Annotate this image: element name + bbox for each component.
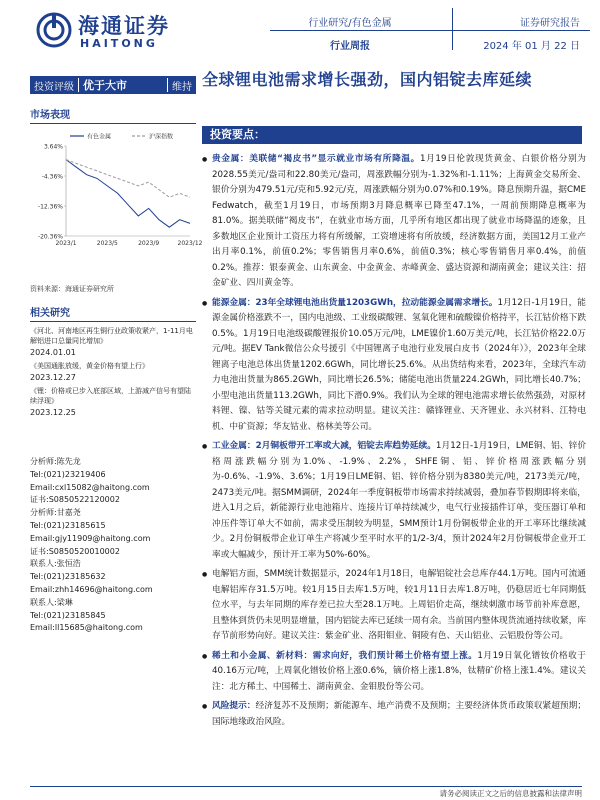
related-item-title[interactable]: 《美国通胀放缓，黄金价格有望上行》 [30, 362, 149, 370]
rating-action: 维持 [172, 81, 192, 93]
key-point-text: 1月12日-1月19日，能源金属价格涨跌不一，国内电池级、工业级碳酸锂、氢氧化锂和硫酸镍价格持平，长江钴价格下跌0.5%。1月19日电池级碳酸锂报价10.05万元/吨，LME镍价1.60万美元/吨，长江钴价格22.0万元/吨。据EV Tank微信公众号援引《中国锂离子电池行业发展白皮书（2024年）》，2023年全球锂离子电池总体出货量1202.6GWh，同比增长25.6%。从出货结构来看，2023年，全球汽车动力电池出货量为865.2GWh，同比增长26.5%；储能电池出货量224.2GWh，同比增长40.7%；小型电池出货量113.2GWh，同比下滑0.9%。我们认为全球的锂电池需求增长依然强劲，对原材料锂、镍、钴等关键元素的需求拉动明显。建议关注：赣锋锂业、天齐锂业、永兴材料、江特电机、中矿资源；华友钴业、格林美等公司。 [212, 297, 586, 432]
disclaimer-footer: 请务必阅读正文之后的信息披露和法律声明 [439, 789, 582, 798]
related-item-date: 2024.01.01 [30, 348, 76, 357]
related-research-list [30, 326, 196, 417]
analyst-name: 分析师:甘嘉尧 [30, 508, 81, 518]
analyst-name: 联系人:梁琳 [30, 597, 73, 607]
y-tick-label: 3.64% [43, 143, 63, 151]
report-title: 全球锂电池需求增长强劲，国内铝锭去库延续 [202, 70, 533, 89]
page-header [0, 0, 600, 62]
analyst-block [30, 597, 196, 635]
y-tick-label: -20.36% [37, 233, 63, 241]
related-research-heading: 相关研究 [30, 304, 196, 322]
analyst-email[interactable]: Email:gjy11909@haitong.com [30, 533, 151, 543]
related-item-date: 2023.12.27 [30, 373, 76, 382]
analyst-email[interactable]: Email:cxl15082@haitong.com [30, 482, 150, 492]
key-point-risk [202, 699, 586, 730]
analyst-tel: Tel:(021)23219406 [30, 469, 106, 479]
report-label: 证券研究报告 [520, 18, 580, 29]
key-points-body [202, 152, 586, 734]
key-point-lead: 能源金属：23年全球锂电池出货量1203GWh，拉动能源金属需求增长。 [212, 297, 498, 308]
analyst-tel: Tel:(021)23185845 [30, 610, 106, 620]
left-sidebar [30, 106, 203, 421]
logo-chinese-name: 海通证券 [78, 13, 170, 38]
key-point-energy-metals [202, 296, 586, 436]
analyst-contacts [30, 456, 196, 635]
series-line [66, 160, 190, 198]
analyst-block [30, 558, 196, 596]
chart-source: 资料来源：海通证券研究所 [30, 285, 114, 293]
report-date: 2024 年 01 月 22 日 [483, 41, 580, 52]
related-item[interactable] [30, 386, 196, 417]
market-performance-heading: 市场表现 [30, 106, 196, 124]
key-points-heading: 投资要点： [202, 126, 582, 144]
analyst-name: 分析师:陈先龙 [30, 457, 81, 466]
key-point-text: 经济复苏不及预期；新能源车、地产消费不及预期；主要经济体货币政策収紧超预期；国际地缘政治风险。 [212, 701, 587, 727]
header-vertical-divider [452, 8, 453, 50]
analyst-email[interactable]: Email:ll15685@haitong.com [30, 623, 143, 633]
y-tick-label: -4.36% [41, 173, 63, 181]
market-chart-svg [30, 128, 203, 278]
analyst-block [30, 507, 196, 558]
analyst-license: 证书:S0850522120002 [30, 495, 120, 505]
related-item[interactable] [30, 326, 196, 357]
related-item-date: 2023.12.25 [30, 408, 76, 417]
footer-divider [30, 786, 582, 787]
key-point-text: 1月19日伦敦现货黄金、白银价格分别为2028.55美元/盎司和22.80美元/盎司，周涨跌幅分别为-1.32%和-1.11%；上海黄金交易所金、银价分别为479.51元/克和5.92元/克，周涨跌幅分别为0.07%和0.19%。降息预期升温，据CME Fedwatch，截至1月19日，市场预期3月降息概率已降至47.1%，一周前预期降息概率为81.0%。据美联储“褐皮书”，在就业市场方面，几乎所有地区都出现了就业市场降温的迹象，且多数地区企业预计工资压力将有所缓解，工资增速将有所放缓，经济数据方面，美国12月工业产出月率0.1%，前值0.2%；零售销售月率0.6%，前值0.3%；核心零售销售月率0.4%，前值0.2%。推荐：银泰黄金、山东黄金、中金黄金、赤峰黄金、盛达资源和湖南黄金；建议关注：招金矿业、四川黄金等。 [212, 154, 586, 288]
key-point-text: 1月12日-1月19日，LME铜、铝、锌价格周涨跌幅分别为1.0%、-1.9%、2.2%，SHFE铜、铝、锌价格周涨跌幅分别为-0.6%、-1.9%、3.6%；1月19日LME铜、铝、锌价格分别为8380美元/吨，2173美元/吨，2473美元/吨。据SMM调研，2024年一季度铜板带市场需求持续减弱，叠加春节假期即将来临，进入1月之后，新能源行业电池箱片、连接片订单持续减少，电气行业接插件订单，变压器订单和冲压件等订单大不如前，需求受压制较为明显，SMM预计1月份铜板带企业的开工率环比继续减少。2月份铜板带企业订单生产将减少至平时水平的1/2-3/4，预计2024年2月份铜板带企业开工率或大幅减少，预计开工率为50%-60%。 [212, 441, 587, 560]
legend-label: 有色金属 [87, 133, 112, 141]
analyst-block [30, 456, 196, 507]
report-category-block [290, 14, 410, 52]
related-item-title[interactable]: 《锂：价格或已步入底部区域，上游减产信号有望陆续浮现》 [30, 387, 191, 405]
rating-value: 优于大市 [83, 79, 127, 92]
key-point-aluminum [202, 567, 586, 645]
investment-rating-bar [30, 76, 196, 94]
key-point-lead: 稀土和小金属、新材料：需求向好，我们预计稀土价格有望上涨。 [212, 650, 478, 661]
header-divider [270, 30, 590, 31]
key-point-industrial-metals [202, 439, 586, 563]
analyst-license: 证书:S0850520010002 [30, 546, 120, 556]
legend-label: 沪深指数 [149, 133, 174, 141]
key-point-rare-earth [202, 649, 586, 696]
analyst-email[interactable]: Email:zhh14696@haitong.com [30, 584, 153, 594]
related-item-title[interactable]: 《河北、河南地区再生铜行业政策收紧产，1-11月电解铝进口总量同比增加》 [30, 327, 193, 345]
x-tick-label: 2023/1 [55, 240, 77, 247]
x-tick-label: 2023/9 [138, 240, 160, 247]
analyst-name: 联系人:张恒浩 [30, 559, 81, 569]
analyst-tel: Tel:(021)23185632 [30, 572, 106, 582]
report-meta-block [470, 14, 580, 52]
analyst-tel: Tel:(021)23185615 [30, 520, 106, 530]
key-point-text: 电解铝方面，SMM统计数据显示，2024年1月18日，电解铝锭社会总库存44.1万吨。国内可流通电解铝库存31.5万吨。较1月15日去库1.5万吨，较1月11日去库1.8万吨，仍稳居近七年同期低位水平，与去年同期的库存差已拉大至28.1万吨。上周铝价走高，继续刺激市场节前补库意愿，且整体到货仍未见明显增量，国内铝锭去库已延续一周有余。当前国内整体现货流通持续收紧，库存节前形势向好。建议关注：紫金矿业、洛阳钼业、铜陵有色、天山铝业、云铝股份等公司。 [212, 569, 586, 641]
key-point-lead: 风险提示： [212, 701, 256, 711]
x-tick-label: 2023/12 [177, 240, 203, 247]
report-type: 行业周报 [330, 41, 370, 52]
logo-english-name: HAITONG [80, 37, 158, 50]
key-point-precious-metals [202, 152, 586, 292]
logo-emblem-icon [36, 12, 72, 48]
related-item[interactable] [30, 361, 196, 382]
series-line [66, 160, 190, 228]
report-category: 行业研究/有色金属 [308, 18, 392, 29]
x-tick-label: 2023/5 [96, 240, 118, 247]
y-tick-label: -12.36% [37, 203, 63, 211]
rating-label: 投资评级 [34, 81, 74, 93]
key-point-text: 1月19日氧化镨钕价格收于40.16万元/吨，上周氧化镨钕价格上涨0.6%，镝价格上涨1.8%，钛精矿价格上涨1.4%。建议关注：北方稀土、中国稀土、湖南黄金、金钼股份等公司。 [212, 650, 586, 692]
key-point-lead: 工业金属：2月铜板带开工率或大减，铝锭去库趋势延续。 [212, 441, 436, 451]
key-point-lead: 贵金属：美联储“褐皮书”显示就业市场有所降温。 [212, 154, 420, 164]
company-logo [36, 10, 186, 54]
market-performance-chart [30, 128, 203, 278]
